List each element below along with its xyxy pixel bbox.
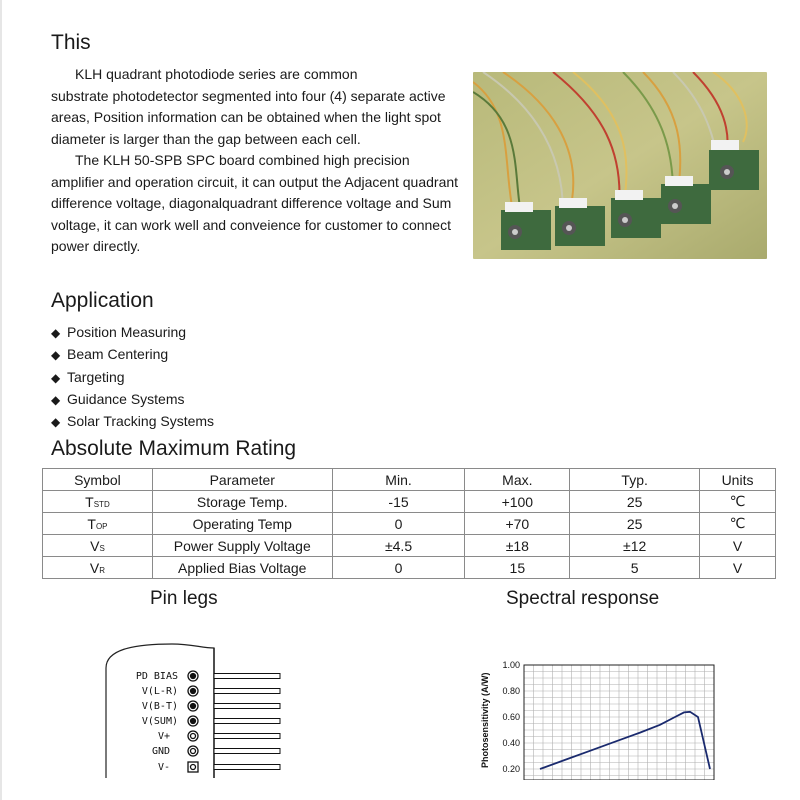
diamond-bullet-icon: ◆ <box>51 415 61 430</box>
y-tick-label: 1.00 <box>502 660 520 670</box>
pin-label: V(B-T) <box>141 701 178 712</box>
application-list <box>51 322 214 433</box>
table-row <box>43 557 776 579</box>
min-cell: 0 <box>332 557 465 579</box>
y-tick-label: 0.80 <box>502 686 520 696</box>
max-cell: +70 <box>465 513 570 535</box>
page-left-rule <box>0 0 2 800</box>
diamond-bullet-icon: ◆ <box>51 326 61 340</box>
typ-cell: 5 <box>570 557 700 579</box>
product-photo-image <box>473 72 767 259</box>
typ-cell: ±12 <box>570 535 700 557</box>
pin-leg <box>214 749 280 754</box>
units-cell: ℃ <box>700 513 776 535</box>
symbol-cell: VR <box>43 557 153 579</box>
units-cell: V <box>700 557 776 579</box>
max-cell: ±18 <box>465 535 570 557</box>
pin-leg <box>214 689 280 694</box>
units-cell: ℃ <box>700 491 776 513</box>
pin-leg <box>214 719 280 724</box>
pin-label: GND <box>151 746 170 757</box>
symbol-cell: TSTD <box>43 491 153 513</box>
typ-cell: 25 <box>570 491 700 513</box>
y-tick-label: 0.60 <box>502 712 520 722</box>
pin-leg <box>214 734 280 739</box>
product-photo <box>473 72 767 259</box>
intro-para1-rest: substrate photodetector segmented into four (4) separate active areas, Position information can be obtained when the light spot diameter is larger than the gap between each cell. <box>51 87 446 147</box>
application-item: ◆ Targeting <box>51 367 214 389</box>
pin-label: V(SUM) <box>141 716 178 727</box>
min-cell: -15 <box>332 491 465 513</box>
pin-label: V(L-R) <box>141 686 178 697</box>
pin-label: V- <box>157 762 170 773</box>
y-axis-label: Photosensitivity (A/W) <box>480 672 490 768</box>
pin-label: PD BIAS <box>135 671 178 682</box>
col-header-max: Max. <box>465 469 570 491</box>
spectral-response-chart <box>480 650 730 780</box>
rating-table <box>42 468 776 579</box>
application-item: ◆ Guidance Systems <box>51 389 214 411</box>
application-item: ◆ Solar Tracking Systems <box>51 411 214 433</box>
units-cell: V <box>700 535 776 557</box>
max-cell: +100 <box>465 491 570 513</box>
diamond-bullet-icon: ◆ <box>51 392 61 407</box>
rating-header-row <box>43 469 776 491</box>
y-tick-label: 0.40 <box>502 738 520 748</box>
min-cell: 0 <box>332 513 465 535</box>
max-cell: 15 <box>465 557 570 579</box>
application-item: ◆ Beam Centering <box>51 344 214 366</box>
min-cell: ±4.5 <box>332 535 465 557</box>
pin-leg <box>214 674 280 679</box>
pin-label: V+ <box>157 731 170 742</box>
parameter-cell: Storage Temp. <box>152 491 332 513</box>
application-item: ◆ Position Measuring <box>51 322 214 344</box>
parameter-cell: Power Supply Voltage <box>152 535 332 557</box>
symbol-cell: VS <box>43 535 153 557</box>
intro-text <box>51 64 461 258</box>
pin-legs-title: Pin legs <box>150 588 218 609</box>
col-header-typ: Typ. <box>570 469 700 491</box>
typ-cell: 25 <box>570 513 700 535</box>
col-header-parameter: Parameter <box>152 469 332 491</box>
intro-para2: The KLH 50-SPB SPC board combined high precision amplifier and operation circuit, it can output the Adjacent quadrant difference voltage, diagonalquadrant difference voltage and Sum voltage, it can work well and conveience for customer to connect power directly. <box>51 152 459 254</box>
pin-leg <box>214 765 280 770</box>
pin-legs-diagram <box>92 638 302 778</box>
spectral-title: Spectral response <box>506 588 660 609</box>
intro-heading: This <box>51 31 91 54</box>
table-row <box>43 535 776 557</box>
table-row <box>43 513 776 535</box>
application-heading: Application <box>51 289 154 312</box>
diamond-bullet-icon: ◆ <box>51 370 61 385</box>
intro-para1-line1: KLH quadrant photodiode series are common <box>75 66 358 82</box>
spectral-curve <box>540 712 710 769</box>
symbol-cell: TOP <box>43 513 153 535</box>
y-tick-label: 0.20 <box>502 764 520 774</box>
col-header-symbol: Symbol <box>43 469 153 491</box>
pin-leg <box>214 704 280 709</box>
col-header-units: Units <box>700 469 776 491</box>
parameter-cell: Operating Temp <box>152 513 332 535</box>
col-header-min: Min. <box>332 469 465 491</box>
parameter-cell: Applied Bias Voltage <box>152 557 332 579</box>
table-row <box>43 491 776 513</box>
rating-heading: Absolute Maximum Rating <box>51 437 297 460</box>
diamond-bullet-icon: ◆ <box>51 348 61 363</box>
